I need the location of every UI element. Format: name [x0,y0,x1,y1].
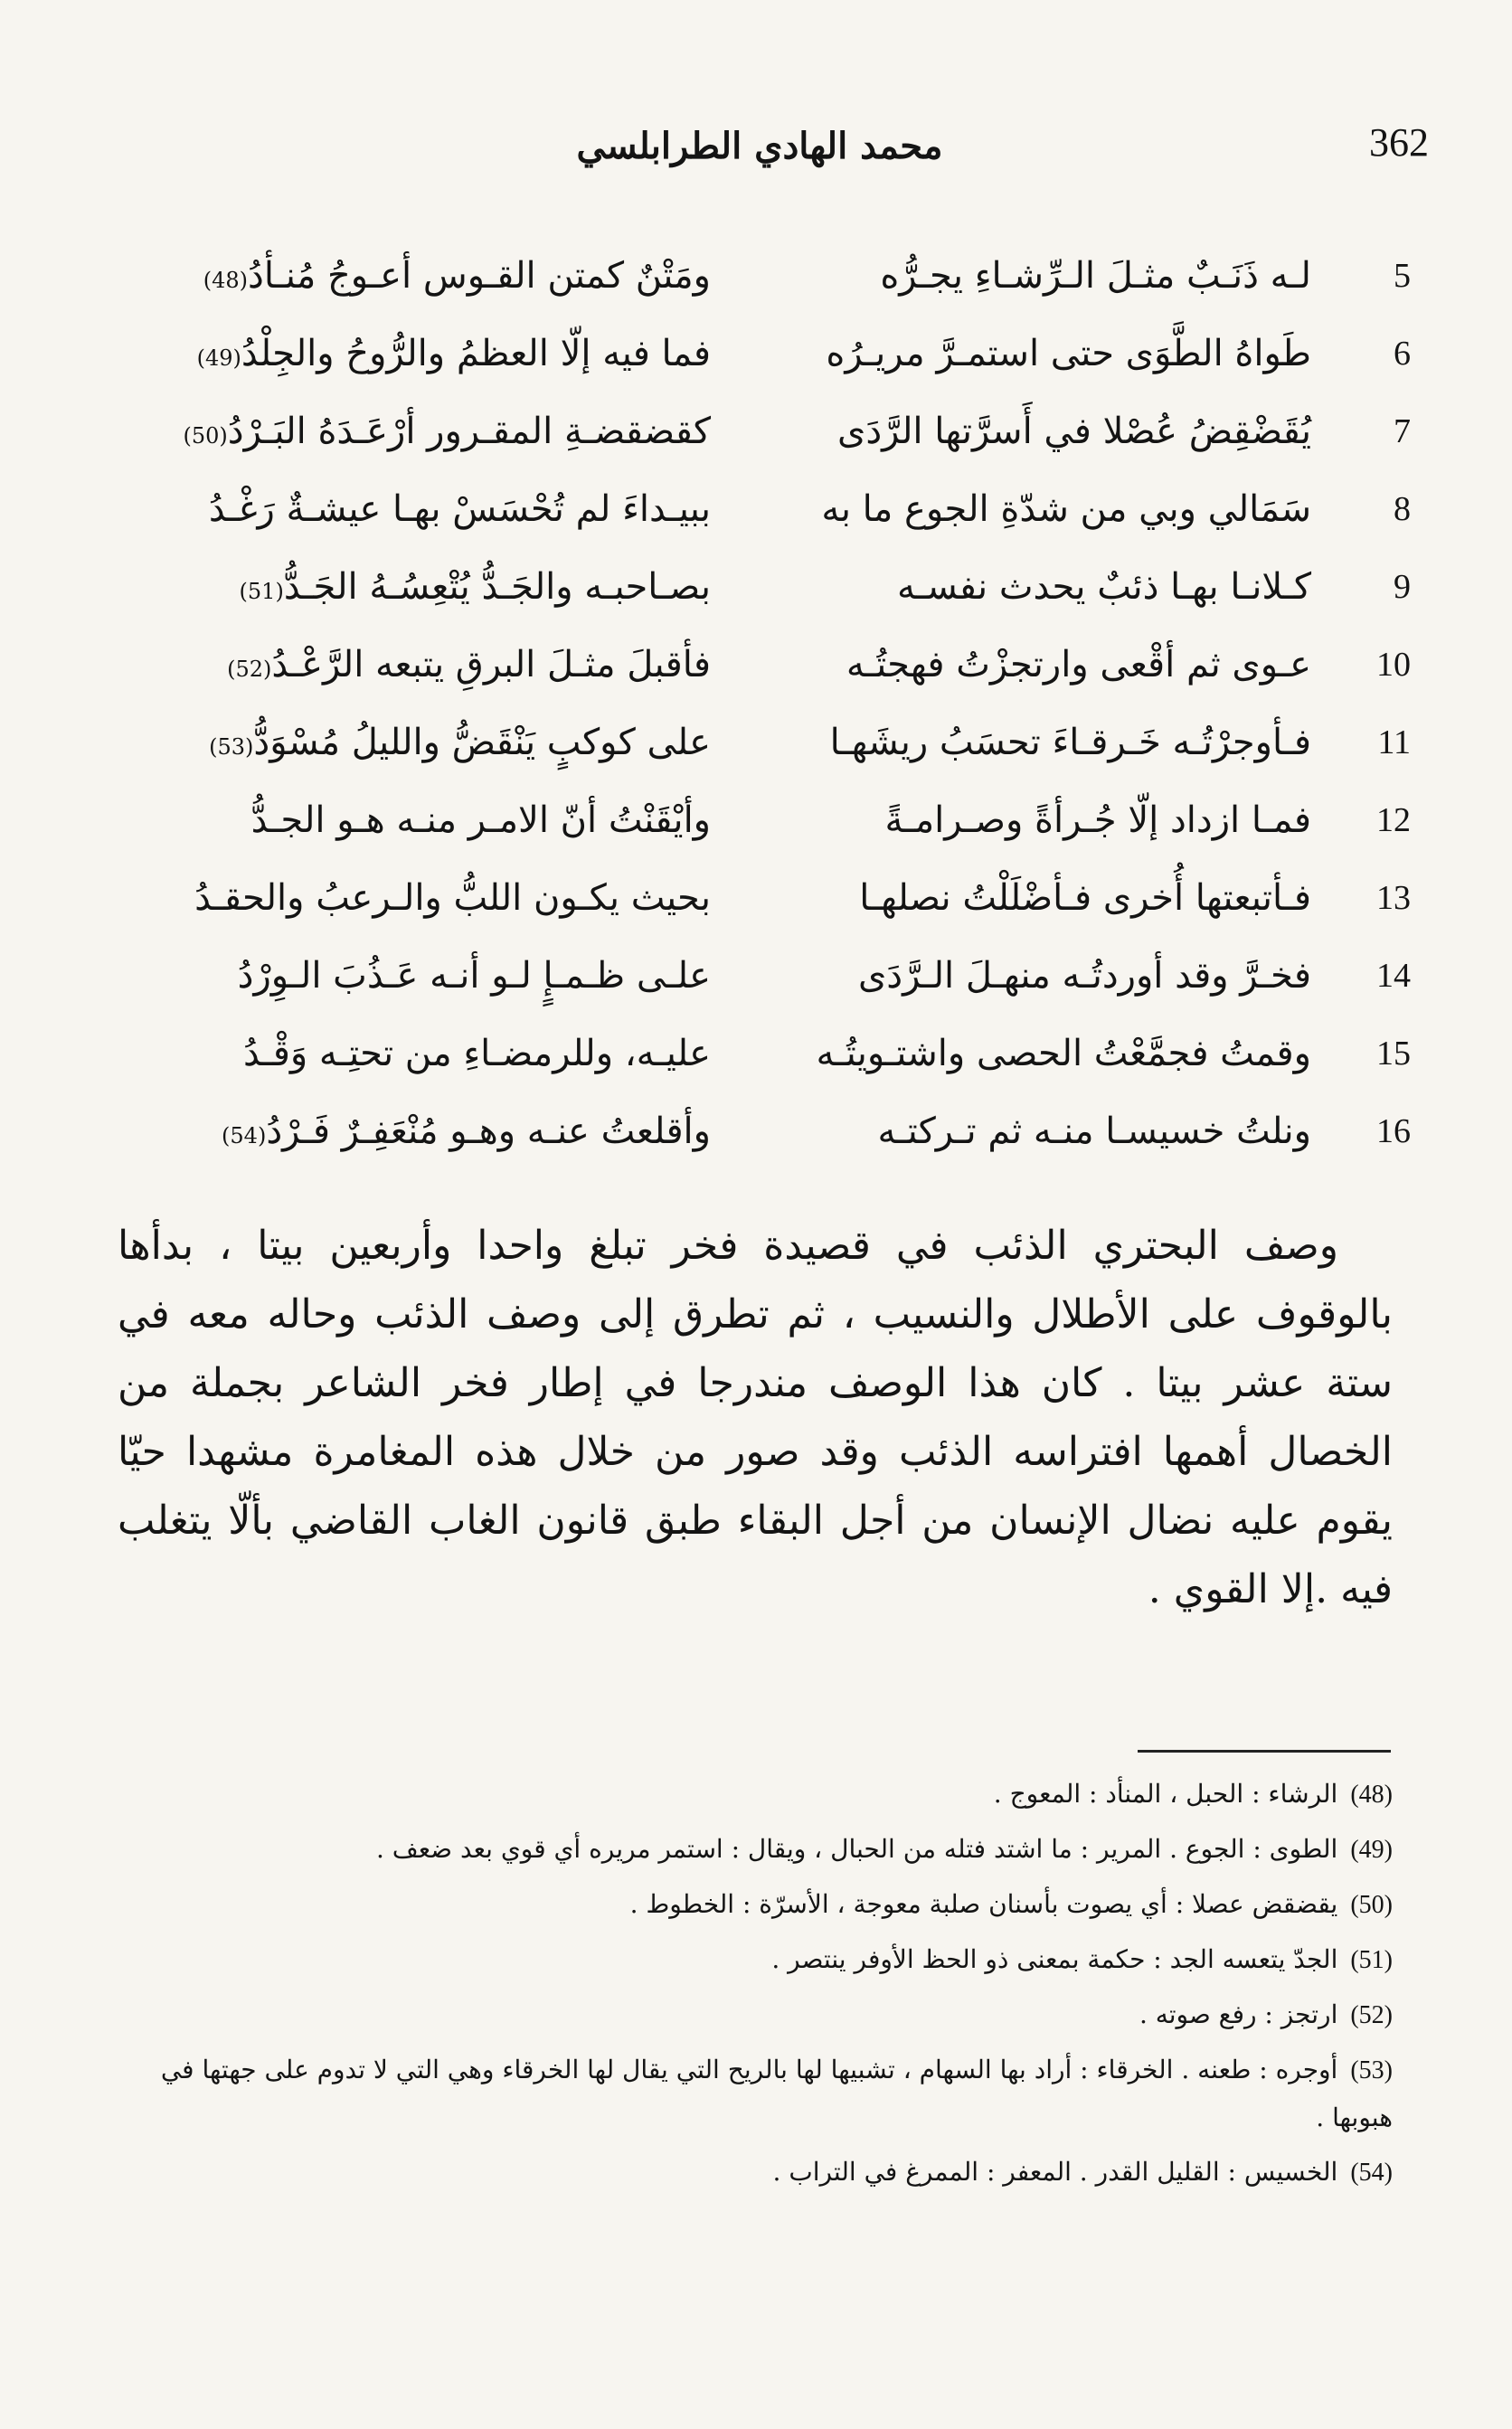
footnote-reference: (49) [196,345,241,371]
footnote [118,1881,1393,1929]
footnote-reference: (51) [239,579,284,604]
first-hemistich: عـوى ثم أقْعى وارتجزْتُ فهجتُـه [846,644,1311,685]
prose-paragraph-block [118,1212,1393,1624]
footnote-reference: (52) [227,657,272,682]
verse-line [90,704,1411,781]
second-hemistich [90,488,711,530]
footnote-number: (52) [1350,2001,1393,2029]
footnote-number: (49) [1350,1836,1393,1864]
first-hemistich: يُقَضْقِضُ عُصْلا في أَسرَّتها الرَّدَى [837,411,1311,452]
verse-line [90,937,1411,1015]
second-hemistich-text: عليـه، وللرمضـاءِ من تحتِـه وَقْـدُ [243,1033,711,1074]
verse-number: 16 [1376,1112,1411,1150]
footnote-number: (48) [1350,1781,1393,1809]
second-hemistich [90,955,711,997]
second-hemistich-text: فأقبلَ مثـلَ البرقِ يتبعه الرَّعْـدُ [271,644,711,685]
poem [90,237,1411,1170]
first-hemistich: سَمَالي وبي من شدّةِ الجوع ما به [821,488,1311,530]
footnote [118,1936,1393,1984]
verse-line [90,470,1411,548]
footnote-text: أوجره : طعنه . الخرقاء : أراد بها السهام ، تشبيها لها بالريح التي يقال لها الخرقاء وهي التي لا تدوم على جهتها في هبوبها . [160,2055,1393,2132]
verse-number: 11 [1377,723,1411,761]
verse-number: 9 [1394,568,1411,606]
second-hemistich-text: ومَتْنٌ كمتن القـوس أعـوجُ مُنـأدُ [248,255,711,297]
footnote-reference: (50) [183,423,228,449]
second-hemistich [90,799,711,841]
verse-line [90,859,1411,937]
verse-number: 10 [1376,646,1411,684]
verse-line [90,548,1411,626]
second-hemistich [90,566,711,608]
first-hemistich: وقمتُ فجمَّعْتُ الحصى واشتـويتُـه [816,1033,1311,1074]
footnote [118,2046,1393,2141]
footnote-number: (50) [1350,1891,1393,1919]
second-hemistich-text: علـى ظـمـإٍ لـو أنـه عَـذُبَ الـوِرْدُ [237,955,711,997]
second-hemistich-text: بحيث يكـون اللبُّ والـرعبُ والحقـدُ [194,877,711,919]
verse-number: 8 [1394,490,1411,528]
verse-line [90,315,1411,392]
footnote [118,1826,1393,1874]
verse-line [90,1092,1411,1170]
footnote-reference: (48) [203,268,249,293]
footnote-number: (54) [1350,2159,1393,2187]
first-hemistich: ونلتُ خسيسـا منـه ثم تـركتـه [877,1111,1311,1152]
first-hemistich: لـه ذَنَـبٌ مثـلَ الـرِّشـاءِ يجـرُّه [880,255,1311,297]
second-hemistich [90,644,711,685]
footnote-separator [1138,1750,1391,1753]
footnote [118,2149,1393,2197]
footnotes [118,1771,1393,2204]
verse-number: 6 [1394,335,1411,373]
verse-number: 5 [1394,257,1411,295]
verse-number: 14 [1376,957,1411,995]
verse-line [90,237,1411,315]
verse-line [90,392,1411,470]
second-hemistich-text: كقضقضـةِ المقـرور أرْعَـدَهُ البَـرْدُ [227,411,711,452]
first-hemistich: كـلانـا بهـا ذئبٌ يحدث نفسـه [896,566,1311,608]
verse-number: 15 [1376,1035,1411,1073]
second-hemistich [90,877,711,919]
first-hemistich: فخـرَّ وقد أوردتُـه منهـلَ الـرَّدَى [857,955,1311,997]
first-hemistich: فمـا ازداد إلّا جُـرأةً وصـرامـةً [884,799,1311,841]
running-head: محمد الهادي الطرابلسي [576,125,943,167]
footnote-reference: (53) [209,734,254,760]
prose-paragraph: وصف البحتري الذئب في قصيدة فخر تبلغ واحدا وأربعين بيتا ، بدأها بالوقوف على الأطلال والنسيب ، ثم تطرق إلى وصف الذئب وحاله معه في ستة عشر بيتا . كان هذا الوصف مندرجا في إطار فخر الشاعر بجملة من الخصال أهمها افتراسه الذئب وقد صور من خلال هذه المغامرة مشهدا حيّا يقوم عليه نضال الإنسان من أجل البقاء طبق قانون الغاب القاضي بألّا يتغلب فيه .إلا القوي . [118,1223,1393,1612]
second-hemistich [90,411,711,452]
first-hemistich: فـأتبعتها أُخرى فـأضْلَلْتُ نصلهـا [859,877,1311,919]
second-hemistich-text: على كوكبٍ يَنْقَضُّ والليلُ مُسْوَدُّ [253,722,711,763]
second-hemistich-text: فما فيه إلّا العظمُ والرُّوحُ والجِلْدُ [241,333,711,374]
second-hemistich-text: بصـاحبـه والجَـدُّ يُتْعِسُـهُ الجَـدُّ [283,566,711,608]
footnote-text: يقضقض عصلا : أي يصوت بأسنان صلبة معوجة ، الأسرّة : الخطوط . [629,1889,1338,1919]
second-hemistich [90,722,711,763]
footnote-text: الجدّ يتعسه الجد : حكمة بمعنى ذو الحظ الأوفر ينتصر . [771,1944,1338,1974]
verse-line [90,781,1411,859]
footnote-reference: (54) [222,1123,267,1148]
footnote-text: ارتجز : رفع صوته . [1139,1999,1338,2029]
footnote [118,1771,1393,1819]
footnote-number: (53) [1350,2056,1393,2084]
verse-line [90,626,1411,704]
second-hemistich [90,333,711,374]
first-hemistich: فـأوجرْتُـه خَـرقـاءَ تحسَبُ ريشَهـا [829,722,1311,763]
footnote-number: (51) [1350,1946,1393,1974]
second-hemistich [90,1111,711,1152]
page-number: 362 [1369,120,1429,165]
second-hemistich-text: وأيْقَنْتُ أنّ الامـر منـه هـو الجـدُّ [250,799,711,841]
footnote [118,1991,1393,2039]
footnote-text: الخسيس : القليل القدر . المعفر : الممرغ في التراب . [772,2157,1338,2187]
first-hemistich: طَواهُ الطَّوَى حتى استمـرَّ مريـرُه [826,333,1311,374]
second-hemistich [90,1033,711,1074]
second-hemistich-text: ببيـداءَ لم تُحْسَسْ بهـا عيشـةٌ رَغْـدُ [208,488,711,530]
verse-number: 12 [1376,801,1411,839]
verse-line [90,1015,1411,1092]
second-hemistich-text: وأقلعتُ عنـه وهـو مُنْعَفِـرٌ فَـرْدُ [266,1111,711,1152]
verse-number: 13 [1376,879,1411,917]
footnote-text: الطوى : الجوع . المرير : ما اشتد فتله من الحبال ، ويقال : استمر مريره أي قوي بعد ضعف . [375,1834,1338,1864]
second-hemistich [90,255,711,297]
footnote-text: الرشاء : الحبل ، المنأد : المعوج . [993,1779,1338,1809]
verse-number: 7 [1394,412,1411,450]
